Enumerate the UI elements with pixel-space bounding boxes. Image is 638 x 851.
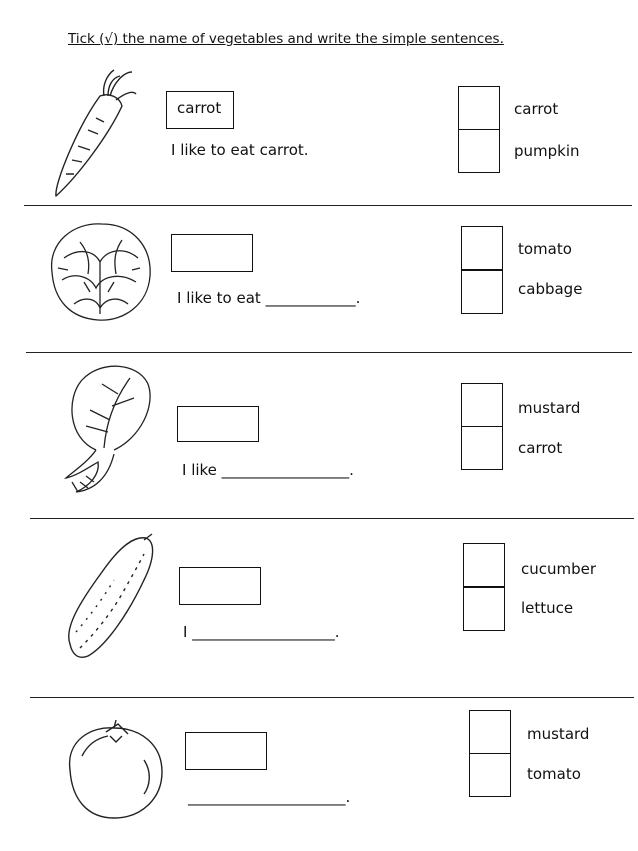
option-label-1: mustard (527, 725, 590, 743)
sentence-line[interactable]: I like to eat carrot. (171, 141, 309, 159)
answer-box[interactable] (179, 567, 261, 605)
option-label-1: mustard (518, 399, 581, 417)
answer-box[interactable] (171, 234, 253, 272)
option-label-1: cucumber (521, 560, 597, 578)
answer-box[interactable] (185, 732, 267, 770)
cabbage-icon (44, 218, 156, 324)
option-label-2: carrot (518, 439, 563, 457)
answer-box[interactable] (177, 406, 259, 442)
option-label-2: cabbage (518, 280, 583, 298)
tick-box-option-2[interactable] (458, 129, 500, 173)
option-label-2: lettuce (521, 599, 574, 617)
sentence-line[interactable]: I like _________________. (182, 461, 354, 479)
tick-box-option-1[interactable] (469, 710, 511, 754)
row-divider (24, 205, 632, 206)
mustard-icon (60, 358, 156, 496)
tick-box-option-2[interactable] (461, 270, 503, 314)
tomato-icon (60, 716, 168, 822)
row-divider (30, 518, 634, 519)
tick-box-option-1[interactable] (461, 226, 503, 270)
row-divider (26, 352, 632, 353)
tick-box-option-2[interactable] (469, 753, 511, 797)
option-label-1: carrot (514, 100, 559, 118)
instruction-title: Tick (√) the name of vegetables and write the simple sentences. (68, 31, 504, 47)
tick-box-option-2[interactable] (463, 587, 505, 631)
answer-box[interactable]: carrot (166, 91, 234, 129)
tick-box-option-1[interactable] (463, 543, 505, 587)
tick-box-option-1[interactable] (458, 86, 500, 130)
option-label-2: tomato (527, 765, 581, 783)
row-divider (30, 697, 634, 698)
option-label-1: tomato (518, 240, 572, 258)
sentence-line[interactable]: I ___________________. (183, 623, 340, 641)
tick-box-option-1[interactable] (461, 383, 503, 427)
cucumber-icon (62, 532, 158, 664)
sentence-line[interactable]: I like to eat ____________. (177, 289, 361, 307)
carrot-icon (38, 66, 138, 202)
tick-box-option-2[interactable] (461, 426, 503, 470)
sentence-line[interactable]: _____________________. (188, 788, 351, 806)
option-label-2: pumpkin (514, 142, 580, 160)
